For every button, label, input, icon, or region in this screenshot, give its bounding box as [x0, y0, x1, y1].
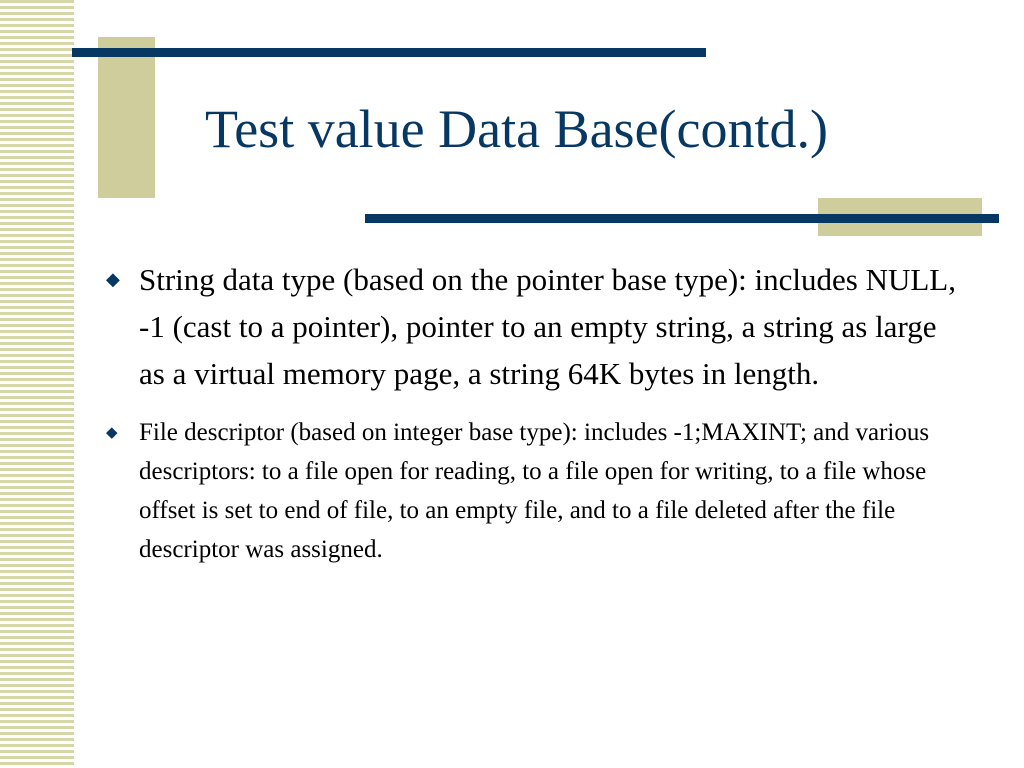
- bullet-text: String data type (based on the pointer base type): includes NULL, -1 (cast to a pointer), pointer to an empty string, a string as large as a virtual memory page, a string 64K bytes in length.: [139, 262, 956, 391]
- bullet-item-string-data-type: [103, 256, 965, 397]
- bullet-text: File descriptor (based on integer base type): includes -1;MAXINT; and various descriptors: to a file open for reading, to a file open for writing, to a file whose offset is set to end of file, to an empty file, and to a file deleted after the file descriptor was assigned.: [139, 419, 930, 563]
- title-rule-bottom: [365, 214, 999, 223]
- diamond-bullet-icon: ◆: [106, 423, 118, 441]
- accent-block-top: [98, 37, 155, 198]
- striped-left-border: [0, 0, 74, 768]
- diamond-bullet-icon: ◆: [106, 269, 120, 290]
- slide-title: Test value Data Base(contd.): [205, 99, 828, 159]
- title-rule-top: [72, 48, 706, 57]
- bullet-item-file-descriptor: [103, 413, 965, 569]
- bullet-list: [103, 256, 965, 569]
